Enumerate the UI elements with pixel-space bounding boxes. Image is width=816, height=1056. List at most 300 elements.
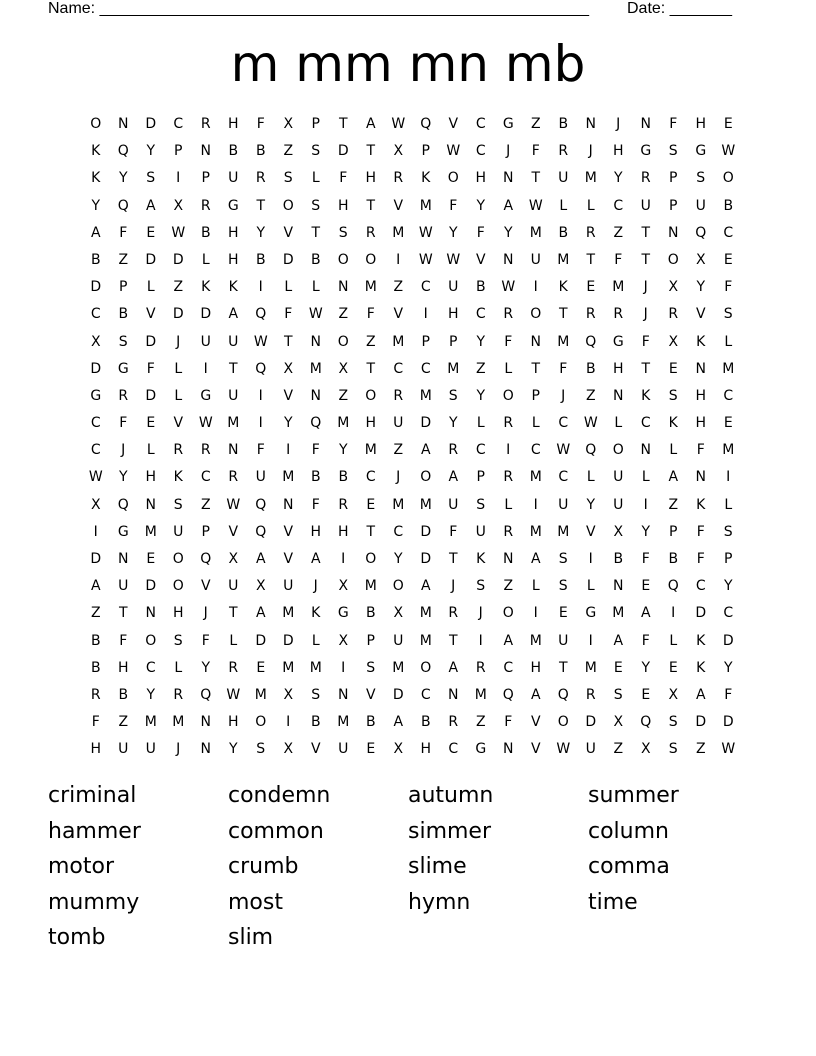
grid-letter[interactable]: F [641, 632, 650, 649]
grid-letter[interactable]: D [337, 143, 349, 160]
grid-letter[interactable]: R [668, 306, 679, 323]
grid-letter[interactable]: C [173, 116, 184, 132]
grid-letter[interactable]: E [668, 360, 678, 377]
grid-letter[interactable]: X [393, 605, 404, 622]
grid-letter[interactable]: Y [641, 659, 651, 676]
grid-letter[interactable]: U [255, 469, 266, 486]
grid-letter[interactable]: C [420, 360, 431, 377]
grid-letter[interactable]: B [668, 551, 679, 567]
grid-letter[interactable]: O [557, 714, 569, 731]
grid-letter[interactable]: E [641, 686, 651, 703]
grid-letter[interactable]: H [337, 523, 349, 540]
grid-letter[interactable]: X [173, 197, 184, 214]
grid-letter[interactable]: N [200, 143, 211, 160]
grid-letter[interactable]: F [724, 279, 733, 296]
grid-letter[interactable]: V [283, 551, 294, 567]
grid-letter[interactable]: B [420, 714, 431, 731]
grid-letter[interactable]: O [145, 632, 157, 649]
grid-letter[interactable]: M [419, 605, 432, 622]
grid-letter[interactable]: Q [420, 116, 432, 132]
grid-letter[interactable]: G [117, 523, 129, 540]
grid-letter[interactable]: O [667, 251, 679, 268]
grid-letter[interactable]: O [90, 116, 102, 132]
grid-letter[interactable]: B [365, 605, 376, 622]
grid-letter[interactable]: M [557, 523, 570, 540]
grid-letter[interactable]: R [585, 306, 596, 323]
grid-letter[interactable]: I [286, 442, 291, 459]
grid-letter[interactable]: V [393, 306, 404, 323]
grid-letter[interactable]: R [448, 605, 459, 622]
grid-letter[interactable]: T [228, 605, 238, 622]
grid-letter[interactable]: I [341, 551, 346, 567]
grid-letter[interactable]: K [311, 605, 321, 622]
grid-letter[interactable]: U [558, 170, 569, 187]
grid-letter[interactable]: W [583, 415, 598, 432]
grid-letter[interactable]: A [530, 551, 541, 567]
grid-letter[interactable]: X [640, 741, 651, 758]
grid-letter[interactable]: X [283, 116, 294, 132]
grid-letter[interactable]: X [90, 333, 101, 350]
grid-letter[interactable]: F [311, 496, 320, 513]
grid-letter[interactable]: X [338, 360, 349, 377]
grid-letter[interactable]: W [198, 415, 213, 432]
grid-letter[interactable]: Y [476, 387, 486, 404]
grid-letter[interactable]: C [475, 116, 486, 132]
grid-letter[interactable]: B [310, 714, 321, 731]
grid-letter[interactable]: J [121, 442, 126, 459]
grid-letter[interactable]: C [723, 605, 734, 622]
grid-letter[interactable]: R [228, 659, 239, 676]
grid-letter[interactable]: Q [255, 496, 267, 513]
grid-letter[interactable]: C [420, 279, 431, 296]
grid-letter[interactable]: R [200, 197, 211, 214]
grid-letter[interactable]: Q [640, 714, 652, 731]
grid-letter[interactable]: T [366, 197, 376, 214]
grid-letter[interactable]: M [282, 469, 295, 486]
grid-letter[interactable]: Y [146, 686, 156, 703]
grid-letter[interactable]: D [282, 251, 294, 268]
grid-letter[interactable]: A [503, 197, 514, 214]
grid-letter[interactable]: I [341, 659, 346, 676]
grid-letter[interactable]: R [503, 306, 514, 323]
grid-letter[interactable]: A [448, 659, 459, 676]
grid-letter[interactable]: I [588, 551, 593, 567]
grid-letter[interactable]: U [695, 197, 706, 214]
grid-letter[interactable]: O [255, 714, 267, 731]
grid-letter[interactable]: E [613, 659, 623, 676]
grid-letter[interactable]: N [613, 578, 624, 595]
date-field-label[interactable]: Date: _______ [627, 0, 732, 17]
grid-letter[interactable]: F [449, 523, 458, 540]
grid-letter[interactable]: X [228, 551, 239, 567]
grid-letter[interactable]: J [616, 116, 621, 132]
grid-letter[interactable]: N [448, 686, 459, 703]
grid-letter[interactable]: I [258, 387, 263, 404]
grid-letter[interactable]: V [530, 741, 541, 758]
grid-letter[interactable]: P [366, 632, 375, 649]
grid-letter[interactable]: Z [173, 279, 184, 296]
grid-letter[interactable]: Z [530, 116, 541, 132]
grid-letter[interactable]: V [530, 714, 541, 731]
grid-letter[interactable]: N [145, 605, 156, 622]
grid-letter[interactable]: I [258, 415, 263, 432]
grid-letter[interactable]: V [145, 306, 156, 323]
grid-letter[interactable]: F [119, 415, 128, 432]
grid-letter[interactable]: B [365, 714, 376, 731]
grid-letter[interactable]: L [174, 360, 183, 377]
grid-letter[interactable]: I [533, 496, 538, 513]
grid-letter[interactable]: U [228, 578, 239, 595]
grid-letter[interactable]: L [531, 578, 540, 595]
grid-letter[interactable]: O [365, 251, 377, 268]
grid-letter[interactable]: U [200, 333, 211, 350]
grid-letter[interactable]: A [613, 632, 624, 649]
grid-letter[interactable]: E [668, 659, 678, 676]
grid-letter[interactable]: R [173, 686, 184, 703]
grid-letter[interactable]: E [256, 659, 266, 676]
grid-letter[interactable]: K [201, 279, 211, 296]
grid-letter[interactable]: N [640, 116, 651, 132]
grid-letter[interactable]: P [449, 333, 458, 350]
grid-letter[interactable]: J [203, 605, 208, 622]
grid-letter[interactable]: I [478, 632, 483, 649]
grid-letter[interactable]: U [558, 496, 569, 513]
grid-letter[interactable]: Y [476, 197, 486, 214]
grid-letter[interactable]: E [366, 741, 376, 758]
grid-letter[interactable]: M [419, 496, 432, 513]
grid-letter[interactable]: D [90, 279, 102, 296]
grid-letter[interactable]: U [283, 578, 294, 595]
grid-letter[interactable]: C [393, 360, 404, 377]
grid-letter[interactable]: O [172, 578, 184, 595]
grid-letter[interactable]: R [173, 442, 184, 459]
grid-letter[interactable]: N [640, 442, 651, 459]
grid-letter[interactable]: L [724, 333, 733, 350]
grid-letter[interactable]: J [588, 143, 593, 160]
grid-letter[interactable]: X [393, 143, 404, 160]
grid-letter[interactable]: H [310, 523, 322, 540]
grid-letter[interactable]: J [396, 469, 401, 486]
grid-letter[interactable]: P [476, 469, 485, 486]
grid-letter[interactable]: L [641, 469, 650, 486]
grid-letter[interactable]: P [669, 523, 678, 540]
grid-letter[interactable]: H [227, 224, 239, 241]
grid-letter[interactable]: V [585, 523, 596, 540]
grid-letter[interactable]: Q [200, 551, 212, 567]
grid-letter[interactable]: A [530, 686, 541, 703]
grid-letter[interactable]: M [364, 578, 377, 595]
grid-letter[interactable]: A [503, 632, 514, 649]
grid-letter[interactable]: S [146, 170, 156, 187]
grid-letter[interactable]: E [558, 605, 568, 622]
grid-letter[interactable]: X [393, 741, 404, 758]
grid-letter[interactable]: H [612, 143, 624, 160]
grid-letter[interactable]: C [448, 741, 459, 758]
grid-letter[interactable]: C [723, 387, 734, 404]
grid-letter[interactable]: F [339, 170, 348, 187]
grid-letter[interactable]: Z [338, 387, 349, 404]
grid-letter[interactable]: M [337, 714, 350, 731]
grid-letter[interactable]: U [338, 741, 349, 758]
grid-letter[interactable]: B [200, 224, 211, 241]
grid-letter[interactable]: A [255, 605, 266, 622]
grid-letter[interactable]: F [366, 306, 375, 323]
grid-letter[interactable]: H [365, 415, 377, 432]
grid-letter[interactable]: I [423, 306, 428, 323]
grid-letter[interactable]: Q [117, 143, 129, 160]
grid-letter[interactable]: E [723, 415, 733, 432]
grid-letter[interactable]: M [227, 415, 240, 432]
grid-letter[interactable]: N [503, 741, 514, 758]
grid-letter[interactable]: M [172, 714, 185, 731]
grid-letter[interactable]: M [144, 714, 157, 731]
grid-letter[interactable]: R [200, 116, 211, 132]
grid-letter[interactable]: R [558, 143, 569, 160]
grid-letter[interactable]: K [173, 469, 183, 486]
grid-letter[interactable]: I [726, 469, 731, 486]
grid-letter[interactable]: L [311, 170, 320, 187]
grid-letter[interactable]: K [696, 632, 706, 649]
grid-letter[interactable]: U [118, 578, 129, 595]
grid-letter[interactable]: K [696, 659, 706, 676]
grid-letter[interactable]: P [174, 143, 183, 160]
grid-letter[interactable]: A [255, 551, 266, 567]
grid-letter[interactable]: G [612, 333, 624, 350]
grid-letter[interactable]: E [146, 224, 156, 241]
grid-letter[interactable]: C [90, 306, 101, 323]
grid-letter[interactable]: K [421, 170, 431, 187]
grid-letter[interactable]: W [171, 224, 186, 241]
grid-letter[interactable]: D [420, 523, 432, 540]
grid-letter[interactable]: S [173, 632, 183, 649]
grid-letter[interactable]: C [530, 442, 541, 459]
grid-letter[interactable]: P [311, 116, 320, 132]
grid-letter[interactable]: F [696, 551, 705, 567]
grid-letter[interactable]: R [640, 170, 651, 187]
grid-letter[interactable]: L [614, 415, 623, 432]
grid-letter[interactable]: L [476, 415, 485, 432]
grid-letter[interactable]: D [255, 632, 267, 649]
grid-letter[interactable]: K [91, 143, 101, 160]
grid-letter[interactable]: E [723, 116, 733, 132]
grid-letter[interactable]: A [365, 116, 376, 132]
grid-letter[interactable]: D [145, 116, 157, 132]
grid-letter[interactable]: S [613, 686, 623, 703]
grid-letter[interactable]: Y [146, 143, 156, 160]
grid-letter[interactable]: H [227, 714, 239, 731]
grid-letter[interactable]: U [558, 632, 569, 649]
grid-letter[interactable]: N [118, 116, 129, 132]
grid-letter[interactable]: C [558, 469, 569, 486]
grid-letter[interactable]: N [668, 224, 679, 241]
grid-letter[interactable]: L [146, 279, 155, 296]
grid-letter[interactable]: Q [557, 686, 569, 703]
grid-letter[interactable]: O [392, 578, 404, 595]
grid-letter[interactable]: S [283, 170, 293, 187]
grid-letter[interactable]: E [146, 551, 156, 567]
grid-letter[interactable]: N [145, 496, 156, 513]
grid-letter[interactable]: U [118, 741, 129, 758]
grid-letter[interactable]: C [475, 442, 486, 459]
grid-letter[interactable]: R [255, 170, 266, 187]
grid-letter[interactable]: Z [200, 496, 211, 513]
grid-letter[interactable]: W [721, 143, 736, 160]
grid-letter[interactable]: S [311, 143, 321, 160]
grid-letter[interactable]: V [283, 387, 294, 404]
grid-letter[interactable]: K [696, 333, 706, 350]
grid-letter[interactable]: G [475, 741, 487, 758]
grid-letter[interactable]: T [366, 360, 376, 377]
grid-letter[interactable]: S [366, 659, 376, 676]
grid-letter[interactable]: B [90, 632, 101, 649]
grid-letter[interactable]: X [668, 686, 679, 703]
grid-letter[interactable]: M [144, 523, 157, 540]
grid-letter[interactable]: H [695, 387, 707, 404]
grid-letter[interactable]: R [393, 387, 404, 404]
grid-letter[interactable]: L [559, 197, 568, 214]
grid-letter[interactable]: L [504, 496, 513, 513]
grid-letter[interactable]: O [282, 197, 294, 214]
grid-letter[interactable]: N [118, 551, 129, 567]
grid-letter[interactable]: O [365, 387, 377, 404]
grid-letter[interactable]: B [255, 251, 266, 268]
grid-letter[interactable]: I [671, 605, 676, 622]
grid-letter[interactable]: B [338, 469, 349, 486]
grid-letter[interactable]: R [503, 415, 514, 432]
grid-letter[interactable]: T [448, 632, 458, 649]
grid-letter[interactable]: L [311, 279, 320, 296]
grid-letter[interactable]: E [146, 415, 156, 432]
grid-letter[interactable]: R [118, 387, 129, 404]
grid-letter[interactable]: U [228, 170, 239, 187]
grid-letter[interactable]: Y [448, 415, 458, 432]
grid-letter[interactable]: X [668, 333, 679, 350]
grid-letter[interactable]: Y [586, 496, 596, 513]
grid-letter[interactable]: M [419, 632, 432, 649]
grid-letter[interactable]: W [308, 306, 323, 323]
grid-letter[interactable]: T [641, 360, 651, 377]
grid-letter[interactable]: H [420, 741, 432, 758]
grid-letter[interactable]: B [475, 279, 486, 296]
word-search-grid[interactable] [82, 111, 742, 764]
grid-letter[interactable]: T [118, 605, 128, 622]
grid-letter[interactable]: D [585, 714, 597, 731]
grid-letter[interactable]: N [695, 360, 706, 377]
grid-letter[interactable]: F [476, 224, 485, 241]
grid-letter[interactable]: J [313, 578, 318, 595]
grid-letter[interactable]: S [668, 714, 678, 731]
grid-letter[interactable]: N [503, 170, 514, 187]
grid-letter[interactable]: S [696, 170, 706, 187]
grid-letter[interactable]: O [530, 306, 542, 323]
grid-letter[interactable]: S [476, 496, 486, 513]
grid-letter[interactable]: M [557, 333, 570, 350]
grid-letter[interactable]: A [420, 578, 431, 595]
grid-letter[interactable]: P [421, 143, 430, 160]
grid-letter[interactable]: U [530, 251, 541, 268]
grid-letter[interactable]: P [669, 197, 678, 214]
grid-letter[interactable]: Z [475, 714, 486, 731]
grid-letter[interactable]: K [558, 279, 568, 296]
grid-letter[interactable]: V [228, 523, 239, 540]
grid-letter[interactable]: F [504, 714, 513, 731]
grid-letter[interactable]: W [391, 116, 406, 132]
grid-letter[interactable]: M [557, 251, 570, 268]
grid-letter[interactable]: W [501, 279, 516, 296]
grid-letter[interactable]: J [506, 143, 511, 160]
grid-letter[interactable]: D [90, 551, 102, 567]
grid-letter[interactable]: A [310, 551, 321, 567]
grid-letter[interactable]: O [447, 170, 459, 187]
grid-letter[interactable]: M [364, 442, 377, 459]
grid-letter[interactable]: L [586, 469, 595, 486]
grid-letter[interactable]: T [586, 251, 596, 268]
grid-letter[interactable]: L [531, 415, 540, 432]
grid-letter[interactable]: L [311, 632, 320, 649]
grid-letter[interactable]: O [420, 659, 432, 676]
grid-letter[interactable]: W [446, 251, 461, 268]
grid-letter[interactable]: T [366, 523, 376, 540]
grid-letter[interactable]: B [558, 116, 569, 132]
grid-letter[interactable]: H [530, 659, 542, 676]
grid-letter[interactable]: Q [117, 496, 129, 513]
grid-letter[interactable]: R [200, 442, 211, 459]
grid-letter[interactable]: K [91, 170, 101, 187]
grid-letter[interactable]: Z [393, 442, 404, 459]
grid-letter[interactable]: T [641, 251, 651, 268]
grid-letter[interactable]: M [364, 279, 377, 296]
grid-letter[interactable]: S [338, 224, 348, 241]
grid-letter[interactable]: N [503, 251, 514, 268]
grid-letter[interactable]: N [200, 741, 211, 758]
grid-letter[interactable]: T [531, 360, 541, 377]
grid-letter[interactable]: Y [393, 551, 403, 567]
grid-letter[interactable]: M [337, 415, 350, 432]
grid-letter[interactable]: X [338, 632, 349, 649]
grid-letter[interactable]: K [476, 551, 486, 567]
grid-letter[interactable]: M [282, 605, 295, 622]
grid-letter[interactable]: G [117, 360, 129, 377]
grid-letter[interactable]: H [172, 605, 184, 622]
grid-letter[interactable]: U [393, 632, 404, 649]
grid-letter[interactable]: B [90, 659, 101, 676]
grid-letter[interactable]: Y [256, 224, 266, 241]
grid-letter[interactable]: B [90, 251, 101, 268]
grid-letter[interactable]: W [556, 442, 571, 459]
grid-letter[interactable]: D [90, 360, 102, 377]
grid-letter[interactable]: Z [668, 496, 679, 513]
grid-letter[interactable]: C [365, 469, 376, 486]
grid-letter[interactable]: U [228, 387, 239, 404]
grid-letter[interactable]: B [558, 224, 569, 241]
grid-letter[interactable]: C [613, 197, 624, 214]
grid-letter[interactable]: M [612, 279, 625, 296]
grid-letter[interactable]: H [695, 116, 707, 132]
grid-letter[interactable]: P [421, 333, 430, 350]
grid-letter[interactable]: M [529, 523, 542, 540]
grid-letter[interactable]: F [641, 551, 650, 567]
grid-letter[interactable]: I [93, 523, 98, 540]
grid-letter[interactable]: X [613, 714, 624, 731]
grid-letter[interactable]: I [533, 279, 538, 296]
grid-letter[interactable]: L [284, 279, 293, 296]
grid-letter[interactable]: A [393, 714, 404, 731]
grid-letter[interactable]: A [448, 469, 459, 486]
grid-letter[interactable]: G [200, 387, 212, 404]
grid-letter[interactable]: S [311, 197, 321, 214]
grid-letter[interactable]: S [118, 333, 128, 350]
grid-letter[interactable]: B [723, 197, 734, 214]
